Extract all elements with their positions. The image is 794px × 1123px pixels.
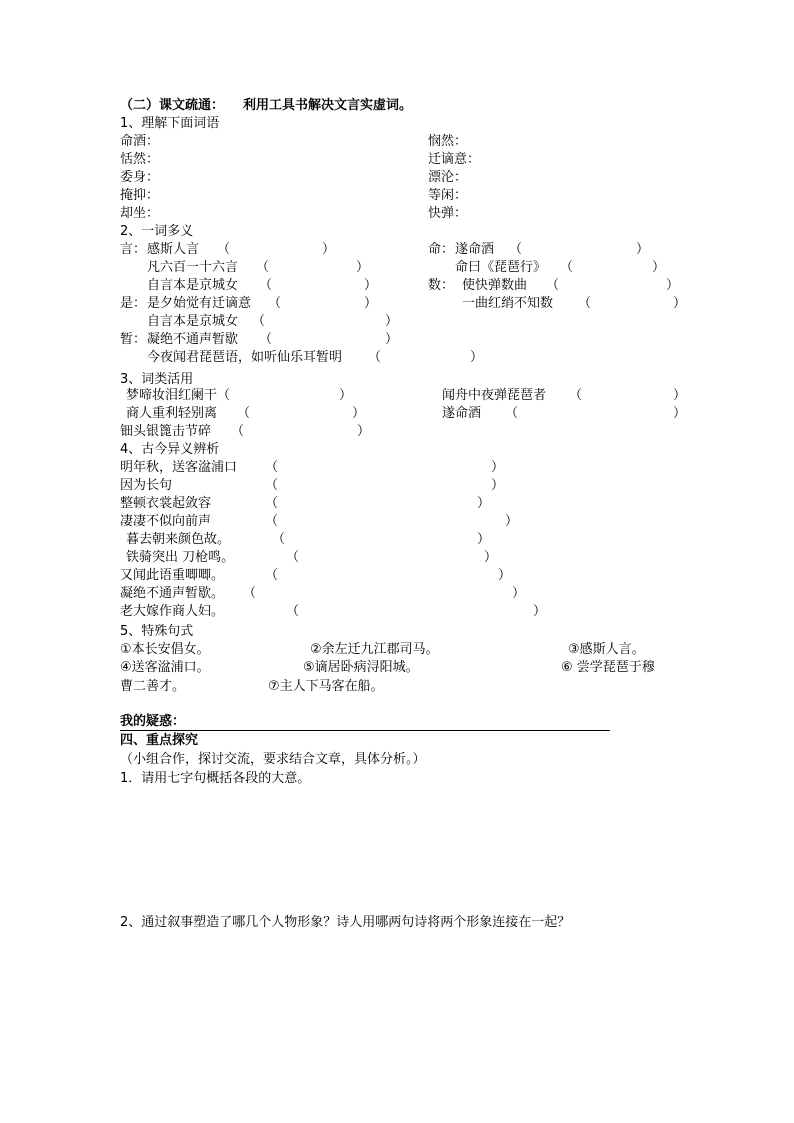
paren-close: ） <box>484 550 498 565</box>
section-heading: （二）课文疏通： <box>120 98 225 113</box>
paren-open: （ <box>560 260 574 275</box>
q4-phrase: 暮去朝来颜色故。 <box>126 532 231 547</box>
q4-phrase: 因为长句 <box>120 478 173 493</box>
q5-item: ②余左迁九江郡司马。 <box>310 642 439 657</box>
paren-close: ） <box>533 604 547 619</box>
doubts-underline <box>120 730 610 731</box>
paren-open: （ <box>578 296 592 311</box>
q4-title: 4、古今异义辨析 <box>120 442 220 457</box>
q4-phrase: 铁骑突出 刀枪鸣。 <box>126 550 235 565</box>
q2-word: 数： <box>428 278 455 293</box>
q2-word: 是： <box>120 296 147 311</box>
paren-close: ） <box>491 460 505 475</box>
q2-phrase: 自言本是京城女 <box>147 278 239 293</box>
q3-phrase: 梦啼妆泪红阑干（ <box>126 388 231 403</box>
q1-term: 等闲： <box>428 188 468 203</box>
q5-item: ⑤谪居卧病浔阳城。 <box>303 660 419 675</box>
paren-close: ） <box>356 260 370 275</box>
q2-word: 言： <box>120 242 147 257</box>
paren-open: （ <box>243 586 257 601</box>
q4-phrase: 凝绝不通声暂歇。 <box>120 586 225 601</box>
paren-open: （ <box>286 604 300 619</box>
paren-close: ） <box>385 314 399 329</box>
paren-open: （ <box>569 388 583 403</box>
section-heading-task: 利用工具书解决文言实虚词。 <box>243 98 413 113</box>
q2-phrase: 凡六百一十六言 <box>147 260 239 275</box>
q3-title: 3、词类活用 <box>120 372 194 387</box>
q5-item: 曹二善才。 <box>120 679 186 694</box>
paren-open: （ <box>286 550 300 565</box>
paren-open: （ <box>268 296 282 311</box>
q5-item: ①本长安倡女。 <box>120 642 210 657</box>
paren-close: ） <box>477 496 491 511</box>
paren-open: （ <box>546 278 560 293</box>
q1-term: 委身： <box>120 170 160 185</box>
paren-open: （ <box>272 532 286 547</box>
paren-open: （ <box>252 314 266 329</box>
section4-question-1: 1．请用七字句概括各段的大意。 <box>120 771 311 786</box>
paren-open: （ <box>256 260 270 275</box>
paren-open: （ <box>265 460 279 475</box>
q3-phrase: 遂命酒 <box>442 406 482 421</box>
paren-close: ） <box>364 296 378 311</box>
q2-title: 2、一词多义 <box>120 224 194 239</box>
q2-phrase: 遂命酒 <box>455 242 495 257</box>
paren-close: ） <box>322 242 336 257</box>
q5-item: ⑦主人下马客在船。 <box>268 679 384 694</box>
q2-phrase: 是夕始觉有迁谪意 <box>147 296 252 311</box>
paren-open: （ <box>231 424 245 439</box>
q2-phrase: 凝绝不通声暂歇 <box>147 332 239 347</box>
q2-phrase: 使快弹数曲 <box>462 278 528 293</box>
q5-item: ④送客湓浦口。 <box>120 660 210 675</box>
q2-phrase: 一曲红绡不知数 <box>462 296 554 311</box>
q2-phrase: 自言本是京城女 <box>147 314 239 329</box>
q1-term: 漂沦： <box>428 170 468 185</box>
paren-close: ） <box>385 332 399 347</box>
paren-close: ） <box>652 260 666 275</box>
paren-close: ） <box>352 406 366 421</box>
paren-close: ） <box>339 388 353 403</box>
paren-open: （ <box>505 406 519 421</box>
q2-phrase: 命曰《琵琶行》 <box>455 260 547 275</box>
q1-term: 悯然： <box>428 134 468 149</box>
paren-open: （ <box>509 242 523 257</box>
q1-term: 迁谪意： <box>428 152 481 167</box>
paren-open: （ <box>265 478 279 493</box>
q3-phrase: 闻舟中夜弹琵琶者 <box>442 388 547 403</box>
q1-term: 恬然： <box>120 152 160 167</box>
paren-open: （ <box>259 332 273 347</box>
q4-phrase: 明年秋，送客湓浦口 <box>120 460 238 475</box>
paren-close: ） <box>498 568 512 583</box>
q5-item: ③感斯人言。 <box>568 642 645 657</box>
section4-note: （小组合作，探讨交流，要求结合文章，具体分析。） <box>120 752 426 767</box>
q4-phrase: 凄凄不似向前声 <box>120 514 212 529</box>
q1-title: 1、理解下面词语 <box>120 116 220 131</box>
doubts-label: 我的疑惑： <box>120 714 186 729</box>
q5-title: 5、特殊句式 <box>120 624 194 639</box>
q2-phrase: 今夜闻君琵琶语，如听仙乐耳暂明 <box>147 350 343 365</box>
section4-question-2: 2、通过叙事塑造了哪几个人物形象？诗人用哪两句诗将两个形象连接在一起？ <box>120 915 571 930</box>
paren-close: ） <box>636 242 650 257</box>
paren-close: ） <box>505 514 519 529</box>
q3-phrase: 商人重利轻别离 <box>126 406 218 421</box>
q4-phrase: 整顿衣裳起敛容 <box>120 496 212 511</box>
paren-close: ） <box>673 296 687 311</box>
section4-heading: 四、重点探究 <box>120 733 199 748</box>
q3-phrase: 钿头银篦击节碎 <box>120 424 212 439</box>
paren-close: ） <box>512 586 526 601</box>
paren-open: （ <box>265 496 279 511</box>
paren-open: （ <box>259 278 273 293</box>
paren-close: ） <box>470 350 484 365</box>
q2-word: 暂： <box>120 332 147 347</box>
q2-word: 命： <box>428 242 455 257</box>
q4-phrase: 又闻此语重唧唧。 <box>120 568 225 583</box>
paren-close: ） <box>673 388 687 403</box>
paren-close: ） <box>666 278 680 293</box>
paren-close: ） <box>491 478 505 493</box>
paren-close: ） <box>673 406 687 421</box>
paren-close: ） <box>477 532 491 547</box>
paren-open: （ <box>265 514 279 529</box>
q1-term: 命酒： <box>120 134 160 149</box>
paren-open: （ <box>368 350 382 365</box>
q1-term: 却坐： <box>120 206 160 221</box>
paren-open: （ <box>217 242 231 257</box>
q5-item: ⑥ 尝学琵琶于穆 <box>561 660 655 675</box>
q4-phrase: 老大嫁作商人妇。 <box>120 604 225 619</box>
paren-close: ） <box>357 424 371 439</box>
q1-term: 快弹： <box>428 206 468 221</box>
paren-open: （ <box>237 406 251 421</box>
q1-term: 掩抑： <box>120 188 160 203</box>
q2-phrase: 感斯人言 <box>147 242 200 257</box>
paren-close: ） <box>364 278 378 293</box>
paren-open: （ <box>265 568 279 583</box>
